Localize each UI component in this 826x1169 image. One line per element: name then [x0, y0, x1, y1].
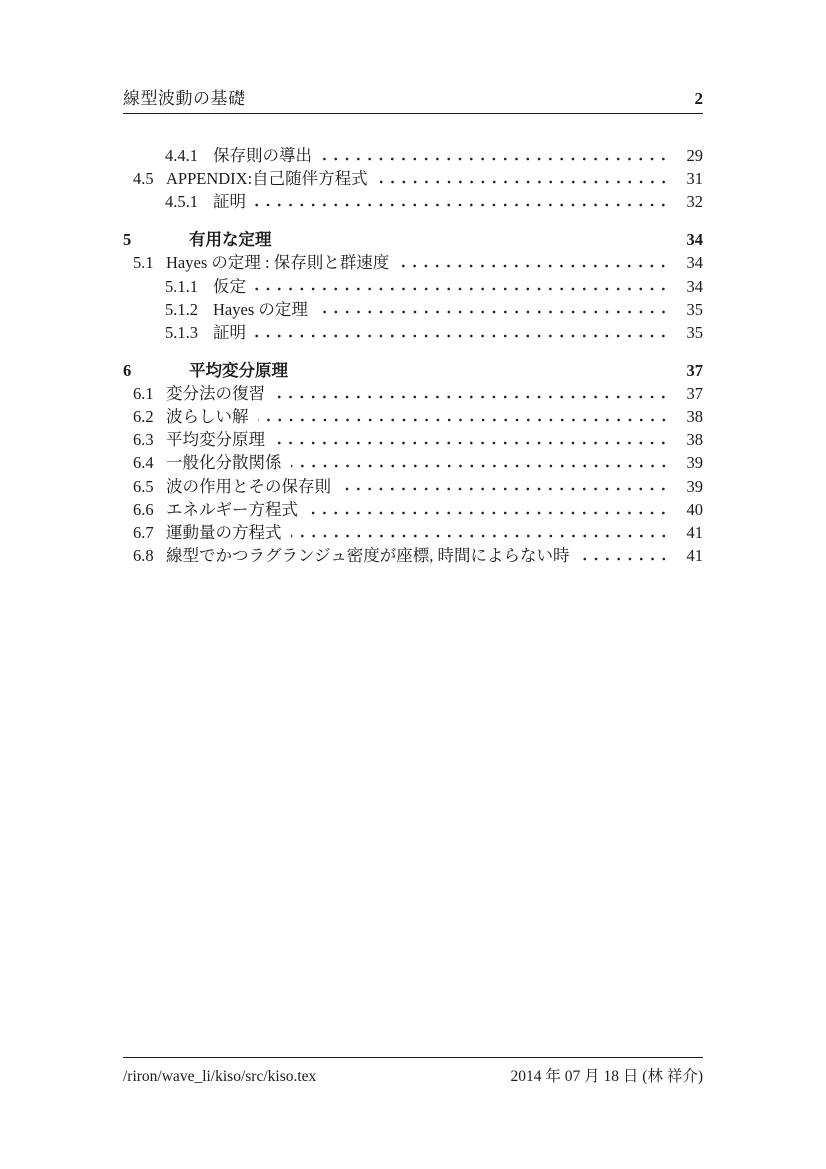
- toc-entry: [123, 167, 703, 190]
- toc-entry-title: 運動量の方程式: [166, 523, 282, 543]
- toc-entry-number: 6.1: [133, 383, 154, 403]
- toc-entry-number: 5.1.1: [165, 276, 198, 296]
- toc-entry-title: 波の作用とその保存則: [166, 476, 331, 496]
- toc-entry-page: 35: [686, 322, 703, 342]
- dotted-leader: [274, 428, 671, 451]
- toc-list: [123, 144, 703, 567]
- toc-entry-number: 6.3: [133, 430, 154, 450]
- toc-entry-number: 5.1.3: [165, 322, 198, 342]
- toc-entry-page: 38: [686, 430, 703, 450]
- toc-entry: [123, 475, 703, 498]
- toc-entry-title: 仮定: [213, 276, 246, 296]
- toc-entry-page: 37: [686, 360, 703, 380]
- running-title: 線型波動の基礎: [123, 89, 246, 108]
- toc-entry: [123, 382, 703, 405]
- toc-entry-number: 6.7: [133, 523, 154, 543]
- toc-entry-number: 5: [123, 230, 132, 250]
- source-file-path: /riron/wave_li/kiso/src/kiso.tex: [123, 1068, 317, 1085]
- toc-entry: [123, 144, 703, 167]
- toc-entry-number: 6: [123, 360, 132, 380]
- dotted-leader: [291, 521, 672, 544]
- toc-entry-page: 34: [686, 230, 703, 250]
- toc-entry-title: 変分法の復習: [166, 383, 265, 403]
- dotted-leader: [307, 498, 671, 521]
- toc-entry-number: 6.6: [133, 499, 154, 519]
- dotted-leader: [258, 405, 672, 428]
- dotted-leader: [321, 144, 671, 167]
- toc-entry: [123, 359, 703, 382]
- toc-entry-number: 6.4: [133, 453, 154, 473]
- toc-entry-page: 29: [686, 146, 703, 165]
- toc-entry-number: 6.8: [133, 546, 154, 566]
- toc-entry-page: 39: [686, 476, 703, 496]
- toc-entry-page: 40: [686, 499, 703, 519]
- toc-entry-title: 波らしい解: [166, 407, 249, 427]
- toc-entry-page: 37: [686, 383, 703, 403]
- toc-entry-page: 32: [686, 192, 703, 212]
- dotted-leader: [297, 359, 671, 382]
- page-footer: [123, 1057, 703, 1086]
- dotted-leader: [255, 190, 671, 213]
- toc-entry: [123, 251, 703, 274]
- toc-entry-title: APPENDIX:自己随伴方程式: [166, 169, 368, 189]
- toc-entry-number: 6.2: [133, 407, 154, 427]
- toc-entry-title: 証明: [213, 322, 246, 342]
- dotted-leader: [255, 321, 671, 344]
- dotted-leader: [274, 382, 671, 405]
- page-number: 2: [694, 89, 703, 108]
- toc-entry-page: 31: [686, 169, 703, 189]
- toc-entry-page: 41: [686, 523, 703, 543]
- toc-entry-title: 一般化分散関係: [166, 453, 282, 473]
- toc-entry: [123, 275, 703, 298]
- toc-entry-page: 41: [686, 546, 703, 566]
- toc-entry: [123, 428, 703, 451]
- toc-entry: [123, 228, 703, 251]
- dotted-leader: [281, 228, 672, 251]
- toc-entry-number: 5.1: [133, 253, 154, 273]
- toc-entry-page: 35: [686, 299, 703, 319]
- toc-entry-title: 平均変分原理: [189, 360, 288, 380]
- dotted-leader: [579, 544, 671, 567]
- footer-date: 2014 年 07 月 18 日 (林 祥介): [510, 1068, 703, 1085]
- toc-entry-page: 34: [686, 253, 703, 273]
- toc-entry-number: 6.5: [133, 476, 154, 496]
- toc-entry-number: 4.5.1: [165, 192, 198, 212]
- toc-entry: [123, 451, 703, 474]
- toc-entry: [123, 298, 703, 321]
- toc-entry-title: Hayes の定理 : 保存則と群速度: [166, 253, 390, 273]
- toc-entry: [123, 321, 703, 344]
- toc-entry-number: 4.4.1: [165, 146, 198, 165]
- toc-entry-title: 線型でかつラグランジュ密度が座標, 時間によらない時: [166, 546, 570, 566]
- toc-entry-page: 39: [686, 453, 703, 473]
- toc-entry-title: 有用な定理: [189, 230, 272, 250]
- toc-entry: [123, 544, 703, 567]
- toc-entry-title: 保存則の導出: [213, 146, 312, 165]
- toc-entry-title: Hayes の定理: [213, 299, 308, 319]
- toc-entry: [123, 405, 703, 428]
- page-header: [123, 84, 703, 114]
- dotted-leader: [291, 451, 672, 474]
- toc-entry: [123, 498, 703, 521]
- toc-entry-title: 平均変分原理: [166, 430, 265, 450]
- toc-entry-page: 38: [686, 407, 703, 427]
- dotted-leader: [255, 275, 671, 298]
- toc-entry-number: 4.5: [133, 169, 154, 189]
- dotted-leader: [377, 167, 671, 190]
- toc-entry: [123, 521, 703, 544]
- dotted-leader: [398, 251, 671, 274]
- toc-entry: [123, 190, 703, 213]
- toc-entry-title: エネルギー方程式: [166, 499, 298, 519]
- dotted-leader: [340, 475, 671, 498]
- toc-entry-page: 34: [686, 276, 703, 296]
- toc-entry-number: 5.1.2: [165, 299, 198, 319]
- toc-entry-title: 証明: [213, 192, 246, 212]
- dotted-leader: [317, 298, 671, 321]
